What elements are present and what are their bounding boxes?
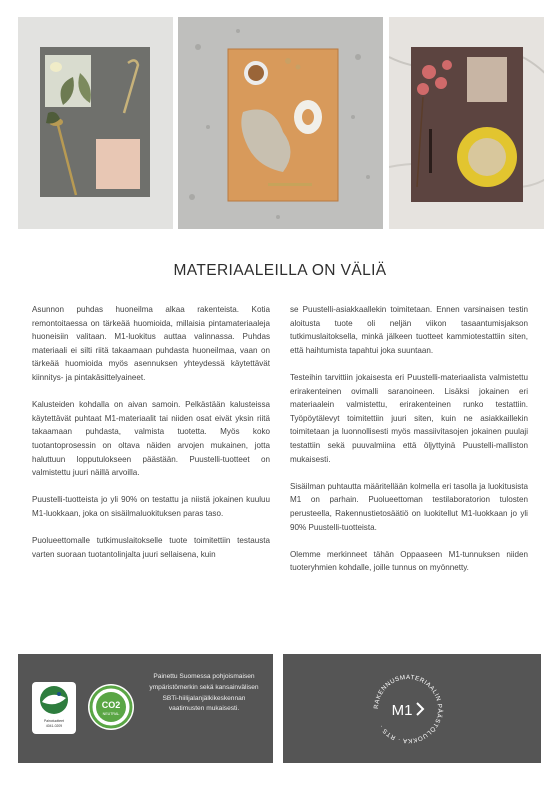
swan-label: Painotuotteet <box>44 719 64 723</box>
right-text-column <box>290 303 528 588</box>
paragraph: se Puustelli-asiakkaallekin toimitetaan. Ennen varsinaisen testin aloitusta tuote oli neljän viikon tasaantumisjakson tutkimuslaitoksella, minkä jälkeen tuotteet kammiotestattiin siten, että haihtumista tapahtui joka suuntaan. <box>290 305 528 355</box>
print-info-panel <box>18 654 273 763</box>
paragraph: Puustelli-tuotteista jo yli 90% on testattu ja niistä jokainen kuuluu M1-luokkaan, joka on sisäilmaluokituksen paras taso. <box>32 495 270 518</box>
rts-ring-text: RAKENNUSMATERIAALIN PÄÄSTÖLUOKKA · RTS · <box>372 673 444 745</box>
paragraph: Puolueettomalle tutkimuslaitokselle tuote toimitettiin testausta varten suoraan tuotantolinjalta juuri sellaisena, kuin <box>32 536 270 559</box>
m1-classification-panel <box>283 654 541 763</box>
print-info-text: Painettu Suomessa pohjoismaisen ympäristömerkin sekä kansainvälisen SBTi-hiilijalanjälkikeskennan vaatimusten mukaisesti. <box>149 673 259 713</box>
co2-label: CO2 <box>101 700 121 710</box>
paragraph: Olemme merkinneet tähän Oppaaseen M1-tunnuksen niiden tuoteryhmien kohdalle, joille tunnus on myönnetty. <box>290 549 528 573</box>
m1-emission-class-logo <box>367 668 449 750</box>
paragraph: Asunnon puhdas huoneilma alkaa rakenteista. Kotia remontoitaessa on tärkeää huomioida, millaisia pintamateriaaleja huoneisiin valitaan. M1-luokitus auttaa valinnassa. Puhdas materiaali ei silti riitä takaamaan puhdasta huoneilmaa, vaan on tärkeää huomioida myös asennuksen yhteydessä käytettävät kiinnitys- ja pintakäsittelyaineet. <box>32 305 270 382</box>
co2-sub-label: NEUTRAL <box>102 712 120 716</box>
paragraph: Testeihin tarvittiin jokaisesta eri Puustelli-materiaalista valmistettu erirakenteinen ovimalli saranoineen. Lisäksi jokainen eri materiaalein valmistettu, erirakenteinen runko testattiin. Työpöytälevyt toimitettiin juuri siten, kuin ne asiakkaillekin toimitetaan ja luonnollisesti myös massiivitasojen jokainen puulaji testattiin sekä puuvalmiina että öljyttyinä Puustelli-malliston mukaisesti. <box>290 372 528 464</box>
material-samples-photo-left <box>18 17 173 229</box>
m1-mark: M1 <box>391 702 413 719</box>
photo-strip <box>18 17 544 229</box>
swan-license-number: 4041-0209 <box>45 724 63 728</box>
swan-icon <box>32 682 76 718</box>
section-title: MATERIAALEILLA ON VÄLIÄ <box>173 262 387 279</box>
left-text-column <box>32 303 270 575</box>
material-samples-photo-right <box>389 17 544 229</box>
nordic-swan-ecolabel-logo <box>32 682 76 734</box>
chevron-right-icon <box>417 703 423 715</box>
co2-neutral-logo <box>88 684 134 730</box>
material-samples-photo-middle <box>178 17 383 229</box>
paragraph: Sisäilman puhtautta määritellään kolmella eri tasolla ja luokitusista M1 on parhain. Puolueettoman testilaboratorion tulosten perusteella, Rakennustietosäätiö on luokitellut M1-luokkaan jo yli 90% Puustelli-tuotteista. <box>290 481 528 532</box>
paragraph: Kalusteiden kohdalla on aivan samoin. Pelkästään kalusteissa käytettävät puhtaat M1-materiaalit tai niiden osat eivät yksin riitä takaamaan puhdasta, valmista tuotetta. Myös koko tuotantoprosessin on oltava näiden arvojen mukainen, jotta haluttuun lopputulokseen päästään. Puustelli-tuotteet on valmistettu juuri näillä arvoilla. <box>32 400 270 478</box>
